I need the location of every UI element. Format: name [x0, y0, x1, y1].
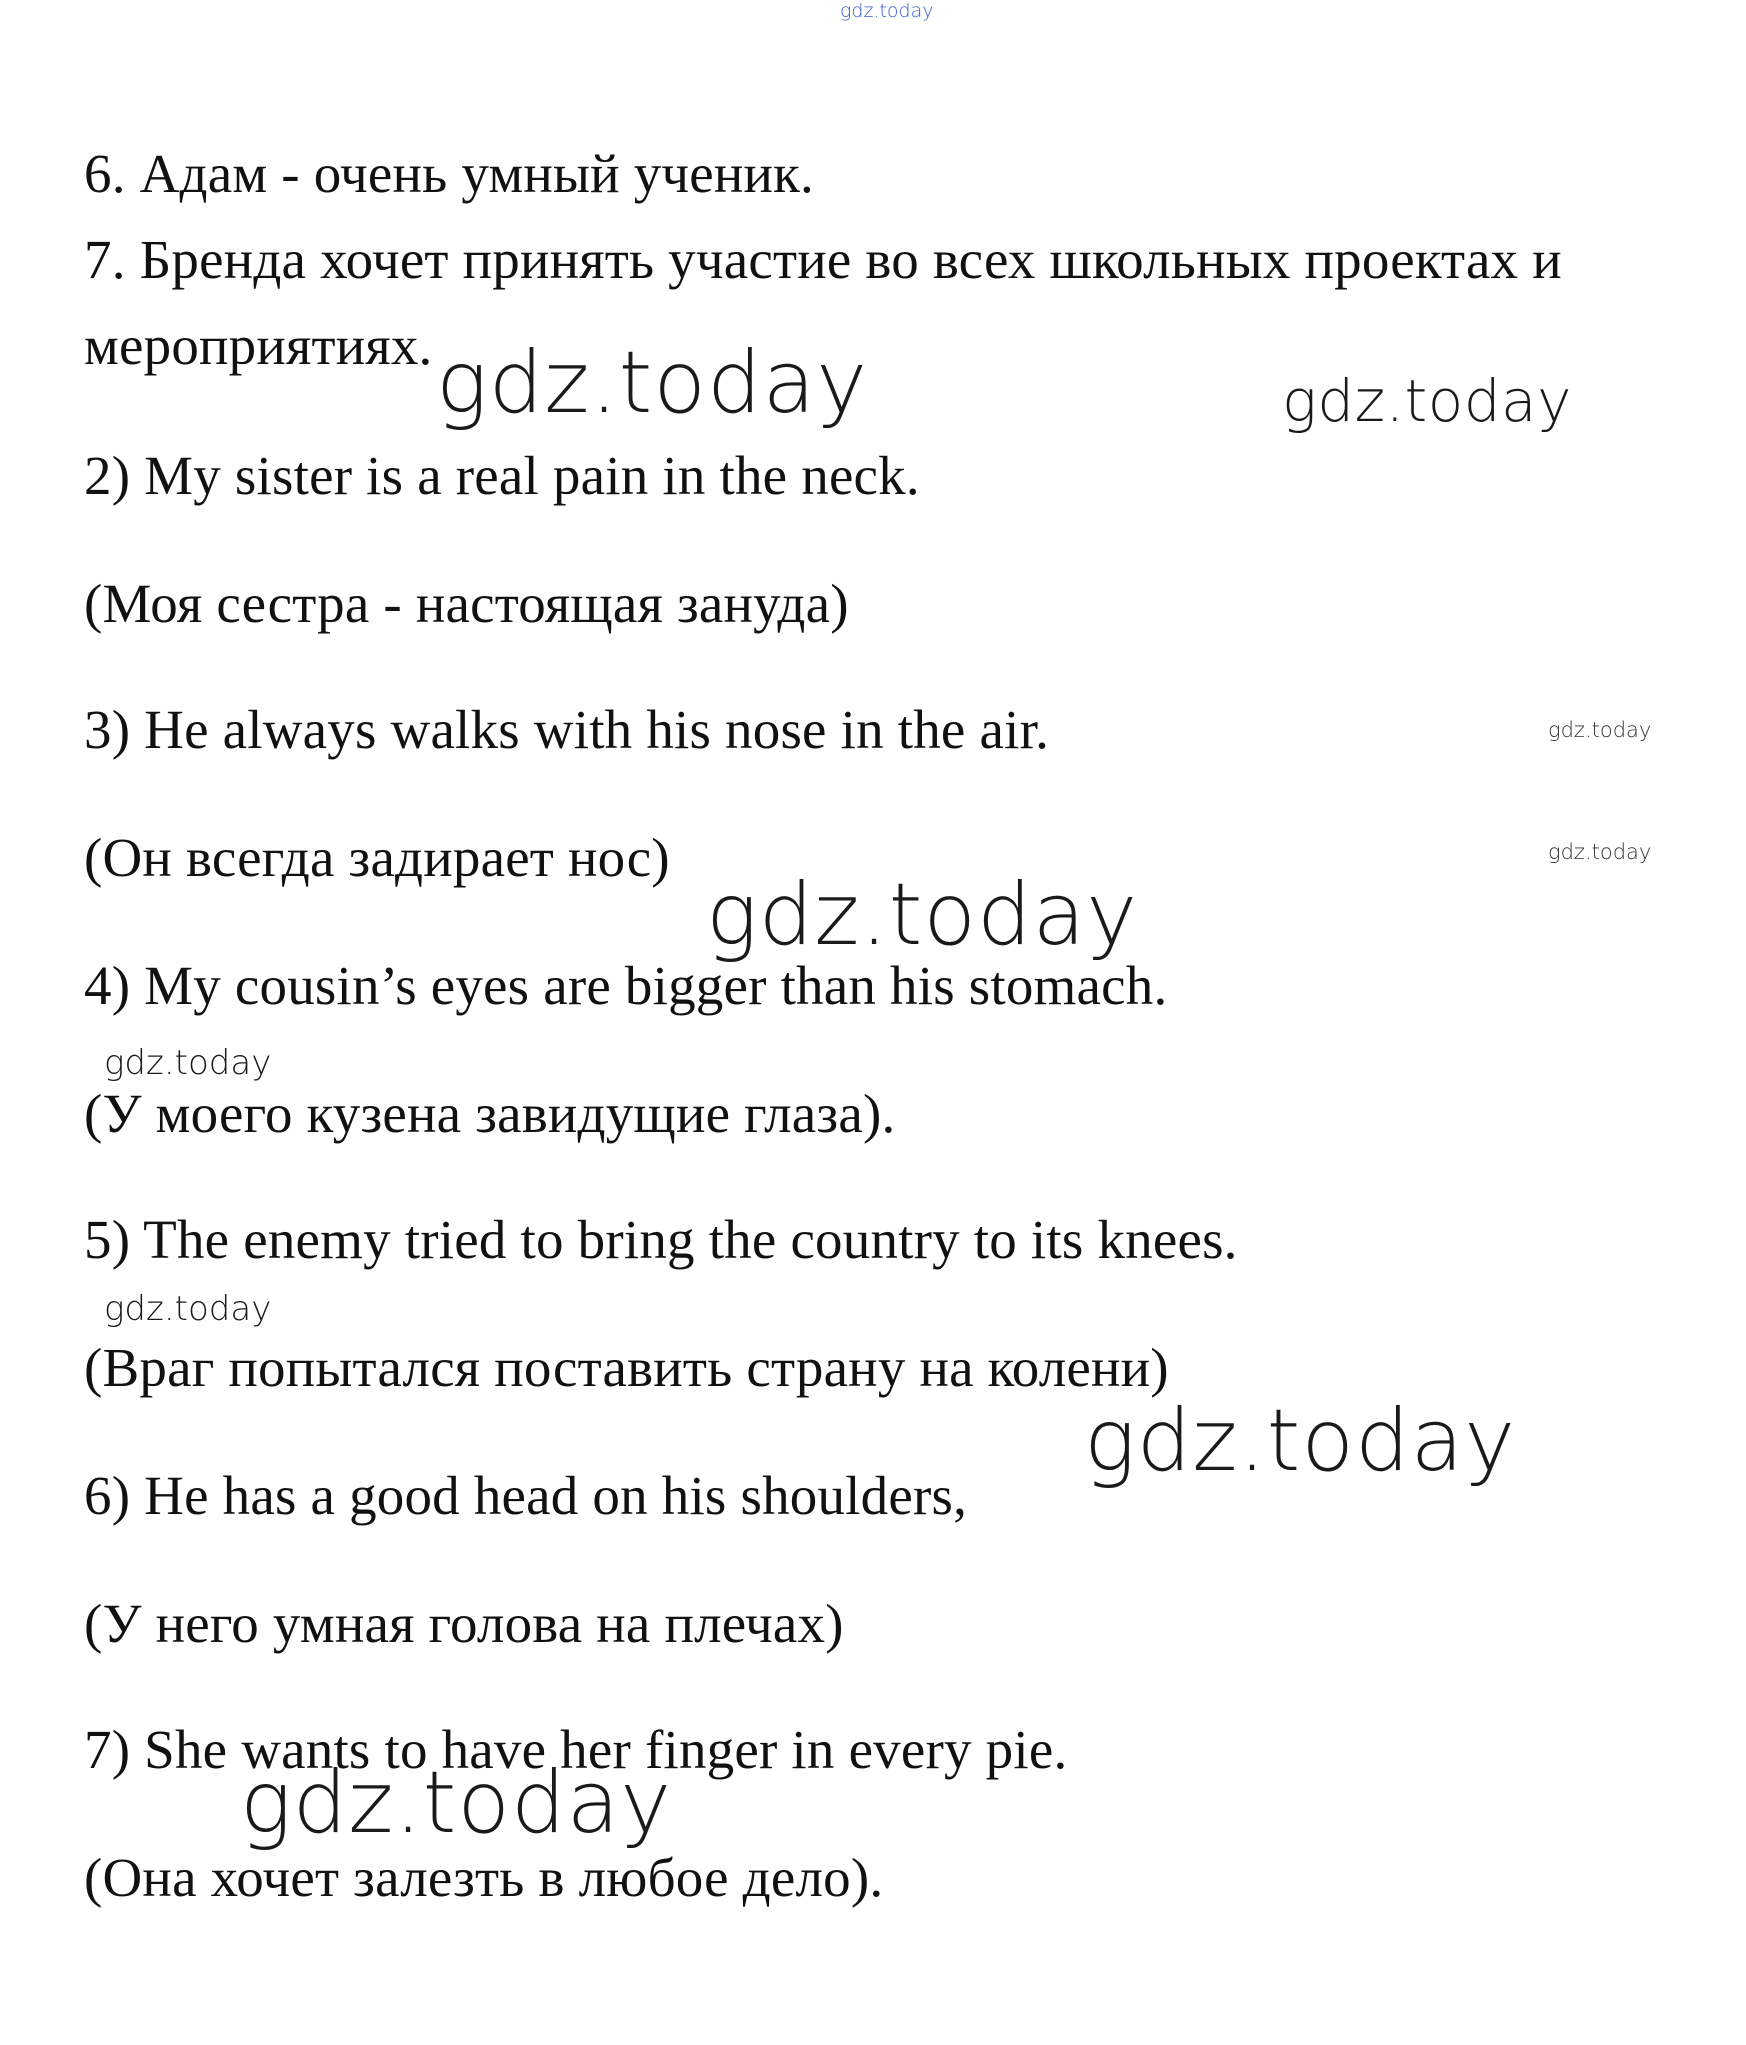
- text-line-4: 2) My sister is a real pain in the neck.: [84, 445, 920, 506]
- text-line-8: 4) My cousin’s eyes are bigger than his stomach.: [84, 955, 1168, 1016]
- text-line-2: 7. Бренда хочет принять участие во всех школьных проектах и: [84, 229, 1562, 290]
- text-line-15: (Она хочет залезть в любое дело).: [84, 1847, 884, 1908]
- watermark-top: gdz.today: [840, 0, 934, 22]
- text-line-3: мероприятиях.: [84, 315, 433, 376]
- text-line-10: 5) The enemy tried to bring the country to its knees.: [84, 1209, 1238, 1270]
- watermark-8: gdz.today: [1084, 1391, 1517, 1491]
- watermark-5: gdz.today: [706, 865, 1139, 965]
- watermark-2: gdz.today: [1282, 367, 1572, 435]
- watermark-7: gdz.today: [104, 1289, 272, 1329]
- watermark-1: gdz.today: [436, 333, 869, 433]
- text-line-12: 6) He has a good head on his shoulders,: [84, 1465, 968, 1526]
- text-line-1: 6. Адам - очень умный ученик.: [84, 143, 815, 204]
- watermark-6: gdz.today: [104, 1043, 272, 1083]
- text-line-11: (Враг попытался поставить страну на колени): [84, 1337, 1169, 1398]
- watermark-9: gdz.today: [240, 1753, 673, 1853]
- watermark-3: gdz.today: [1548, 718, 1652, 742]
- text-line-13: (У него умная голова на плечах): [84, 1593, 844, 1654]
- watermark-4: gdz.today: [1548, 840, 1652, 864]
- text-line-9: (У моего кузена завидущие глаза).: [84, 1083, 896, 1144]
- text-line-7: (Он всегда задирает нос): [84, 827, 670, 888]
- text-line-14: 7) She wants to have her finger in every pie.: [84, 1719, 1068, 1780]
- text-line-5: (Моя сестра - настоящая зануда): [84, 573, 849, 634]
- text-line-6: 3) He always walks with his nose in the air.: [84, 699, 1050, 760]
